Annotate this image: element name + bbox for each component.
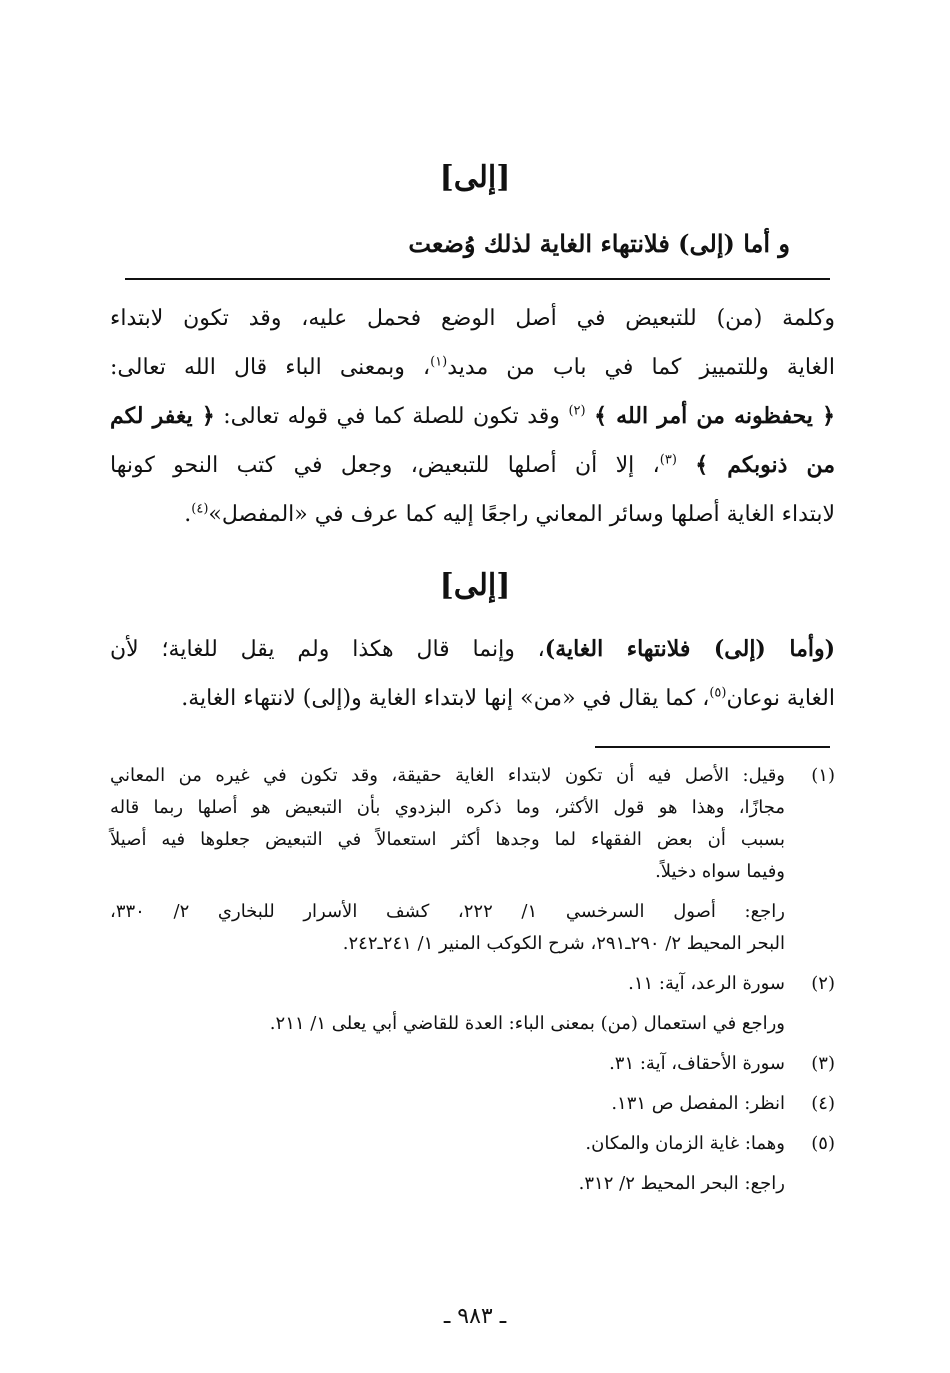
footnote-line: وراجع في استعمال (من) بمعنى الباء: العدة للقاضي أبي يعلى ١/ ٢١١.: [269, 1013, 785, 1034]
footnote-ref[interactable]: (٢): [568, 403, 586, 419]
footnote-line: انظر: المفصل ص ١٣١.: [611, 1093, 785, 1114]
matn-text: و أما (إلى) فلانتهاء الغاية لذلك وُضعت: [408, 229, 790, 258]
footnote-2: [110, 968, 835, 1000]
spacer: [110, 1000, 835, 1008]
text-span: ، وبمعنى الباء قال الله تعالى:: [110, 355, 431, 380]
footnote-ref[interactable]: (٥): [709, 685, 727, 701]
footnote-number: (٣): [811, 1053, 835, 1074]
quran-verse: من ذنوبكم ﴾: [695, 452, 835, 478]
text-span: ، إلا أن أصلها للتبعيض، وجعل في كتب النحو كونها: [110, 453, 660, 478]
divider-line: [125, 278, 830, 280]
paragraph-line: [110, 441, 835, 490]
spacer: [110, 1160, 835, 1168]
footnote-1: [110, 760, 835, 888]
quoted-matn: (وأما (إلى) فلانتهاء الغاية): [544, 636, 835, 662]
spacer: [110, 1040, 835, 1048]
paragraph-line: [110, 490, 835, 539]
footnote-1-references: [110, 896, 835, 960]
footnote-line: وفيما سواه دخيلاً.: [655, 861, 785, 882]
paragraph-line: [110, 625, 835, 674]
text-span: .: [184, 502, 192, 527]
footnote-number: (٥): [811, 1133, 835, 1154]
footnote-line: بسبب أن بعض الفقهاء لما وجدها أكثر استعمالاً في التبعيض جعلوها فيه أصيلاً: [110, 829, 785, 850]
text-span: وقد تكون للصلة كما في قوله تعالى:: [214, 404, 569, 429]
footnote-ref[interactable]: (١): [430, 354, 448, 370]
footnote-ref[interactable]: (٣): [659, 452, 677, 468]
text-span: ، وإنما قال هكذا ولم يقل للغاية؛ لأن: [110, 637, 545, 662]
commentary-paragraph-2: [110, 625, 835, 723]
text-span: وكلمة (من) للتبعيض في أصل الوضع فحمل عليه، وقد تكون لابتداء: [110, 306, 835, 331]
spacer: [110, 1080, 835, 1088]
page-number: ـ ٩٨٣ ـ: [443, 1304, 507, 1329]
footnote-number: (١): [811, 765, 835, 786]
footnote-line: البحر المحيط ٢/ ٢٩٠ـ٢٩١، شرح الكوكب المنير ١/ ٢٤١ـ٢٤٢.: [342, 933, 785, 954]
footnote-number: (٤): [811, 1093, 835, 1114]
footnote-3: [110, 1048, 835, 1080]
footnote-4: [110, 1088, 835, 1120]
quran-verse: ﴿ يحفظونه من أمر الله ﴾: [594, 403, 835, 429]
footnote-ref[interactable]: (٤): [191, 501, 209, 517]
footnote-2-reference: [110, 1008, 835, 1040]
footnote-line: سورة الأحقاف، آية: ٣١.: [609, 1053, 785, 1074]
paragraph-line: [110, 343, 835, 392]
paragraph-line: [110, 392, 835, 441]
spacer: [110, 1120, 835, 1128]
text-span: ، كما يقال في «من» إنها لابتداء الغاية و(إلى) لانتهاء الغاية.: [181, 686, 710, 711]
footnote-line: راجع: أصول السرخسي ١/ ٢٢٢، كشف الأسرار للبخاري ٢/ ٣٣٠،: [110, 901, 785, 922]
text-span: الغاية وللتمييز كما في باب من مديد: [447, 355, 835, 380]
section-heading-ila: [إلى]: [439, 160, 511, 195]
footnote-line: مجازًا، وهذا هو قول الأكثر، وما ذكره البزدوي بأن التبعيض هو أصلها ربما قاله: [110, 797, 785, 818]
paragraph-line: [110, 674, 835, 723]
text-span: الغاية نوعان: [726, 686, 835, 711]
footnote-line: سورة الرعد، آية: ١١.: [628, 973, 785, 994]
paragraph-line: [110, 294, 835, 343]
quran-verse: ﴿ يغفر لكم: [110, 403, 215, 429]
footnote-line: راجع: البحر المحيط ٢/ ٣١٢.: [578, 1173, 785, 1194]
footnote-5-reference: [110, 1168, 835, 1200]
footnote-divider: [595, 746, 830, 748]
spacer: [110, 888, 835, 896]
text-span: لابتداء الغاية أصلها وسائر المعاني راجعًا إليه كما عرف في «المفصل»: [208, 502, 835, 527]
footnote-number: (٢): [811, 973, 835, 994]
commentary-paragraph-1: [110, 294, 835, 539]
spacer: [110, 960, 835, 968]
footnotes: [110, 760, 835, 1200]
footnote-line: وهما: غاية الزمان والمكان.: [585, 1133, 785, 1154]
footnote-5: [110, 1128, 835, 1160]
footnote-line: وقيل: الأصل فيه أن تكون لابتداء الغاية حقيقة، وقد تكون في غيره من المعاني: [110, 765, 785, 786]
section-heading-ila-2: [إلى]: [439, 568, 511, 603]
